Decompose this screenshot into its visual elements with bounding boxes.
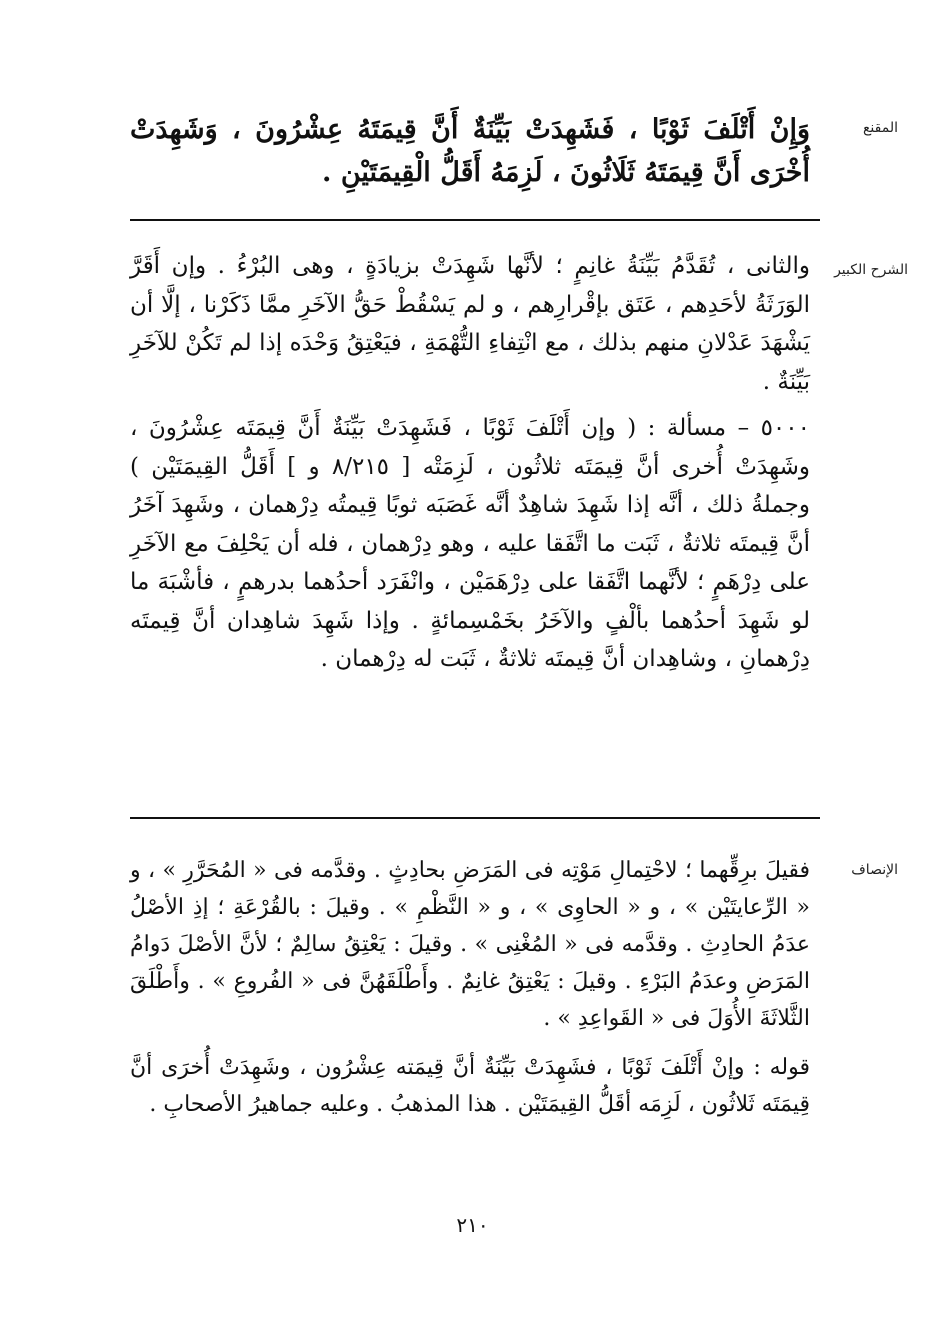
insaf-paragraph-2: قوله : وإنْ أَتْلَفَ ثَوْبًا ، فشَهِدَتْ بَيِّنَةٌ أنَّ قِيمَته عِشْرُون ، وشَهِدَتْ أُخرَى أنَّ قِيمَتَه ثَلاثُون ، لَزِمَه أقَلُّ القِيمَتَيْن . هذا المذهبُ . وعليه جماهيرُ الأصحابِ .: [130, 1055, 810, 1117]
section-divider: [130, 817, 820, 819]
insaf-text-block: [130, 852, 810, 1123]
page-number: ٢١٠: [456, 1213, 489, 1237]
insaf-label: الإنصاف: [851, 862, 898, 878]
sharh-label: الشرح الكبير: [834, 262, 908, 278]
section-divider: [130, 219, 820, 221]
muqni-paragraph: وَإِنْ أَتْلَفَ ثَوْبًا ، فَشَهِدَتْ بَيِّنَةٌ أَنَّ قِيمَتَهُ عِشْرُونَ ، وَشَهِدَتْ أُخْرَى أَنَّ قِيمَتَهُ ثَلَاثُونَ ، لَزِمَهُ أَقَلُّ الْقِيمَتَيْنِ .: [130, 114, 810, 188]
muqni-label: المقنع: [862, 120, 898, 136]
sharh-text-block: [130, 247, 810, 679]
muqni-text-block: [130, 108, 810, 194]
sharh-paragraph-1: والثانى ، تُقَدَّمُ بَيِّنَةُ غانِمٍ ؛ لأنَّها شَهِدَتْ بزيادَةٍ ، وهى البُرْءُ . وإن أَقَرَّ الوَرَثَةُ لأحَدِهم ، عَتَق بإقْرارِهم ، و لم يَسْقُطْ حَقُّ الآخَرِ ممَّا ذَكَرْنا ، إلَّا أن يَشْهَدَ عَدْلانِ منهم بذلك ، مع انْتِفاءِ التُّهْمَةِ ، فيَعْتِقُ وَحْدَه إذا لم تَكُنْ للآخَرِ بَيِّنَةٌ .: [130, 253, 810, 395]
sharh-paragraph-2: ٥٠٠٠ – مسألة : ( وإن أَتْلَفَ ثَوْبًا ، فَشَهِدَتْ بَيِّنَةٌ أَنَّ قِيمَتَه عِشْرُونَ ، وشَهِدَتْ أُخرى أنَّ قِيمَتَه ثلاثُون ، لَزِمَتْه [ ٨/٢١٥ و ] أَقَلُّ القِيمَتَيْن ) وجملةُ ذلك ، أنَّه إذا شَهِدَ شاهِدٌ أنَّه غَصَبَه ثوبًا قِيمتُه دِرْهمان ، وشَهِدَ آخَرُ أنَّ قِيمتَه ثلاثةٌ ، ثَبَت ما اتَّفَقا عليه ، وهو دِرْهمان ، فله أن يَحْلِفَ مع الآخَرِ على دِرْهَمٍ ؛ لأنَّهما اتَّفَقا على دِرْهَمَيْن ، وانْفَرَد أحدُهما بدرهمٍ ، فأشْبَهَ ما لو شَهِدَ أحدُهما بألْفٍ والآخَرُ بخَمْسِمائةٍ . وإذا شَهِدَ شاهِدان أنَّ قِيمتَه دِرْهمانِ ، وشاهِدان أنَّ قِيمتَه ثلاثةٌ ، ثَبَت له دِرْهمان .: [130, 415, 810, 672]
insaf-paragraph-1: فقيلَ برِقِّهما ؛ لاحْتِمالِ مَوْتِه فى المَرَضِ بحادِثٍ . وقدَّمه فى « المُحَرَّرِ » ، و « الرِّعايتَيْن » ، و « الحاوِى » ، و « النَّظْمِ » . وقيلَ : بالقُرْعَةِ ؛ إذِ الأصْلُ عدَمُ الحادِثِ . وقدَّمه فى « المُغْنِى » . وقيلَ : يَعْتِقُ سالِمٌ ؛ لأنَّ الأصْلَ دَوامُ المَرَضِ وعدَمُ البَرْءِ . وقيلَ : يَعْتِقُ غانِمٌ . وأَطْلَقَهُنَّ فى « الفُروعِ » . وأَطْلَقَ الثَّلاثَةَ الأُوَلَ فى « القَواعِدِ » .: [130, 858, 810, 1031]
